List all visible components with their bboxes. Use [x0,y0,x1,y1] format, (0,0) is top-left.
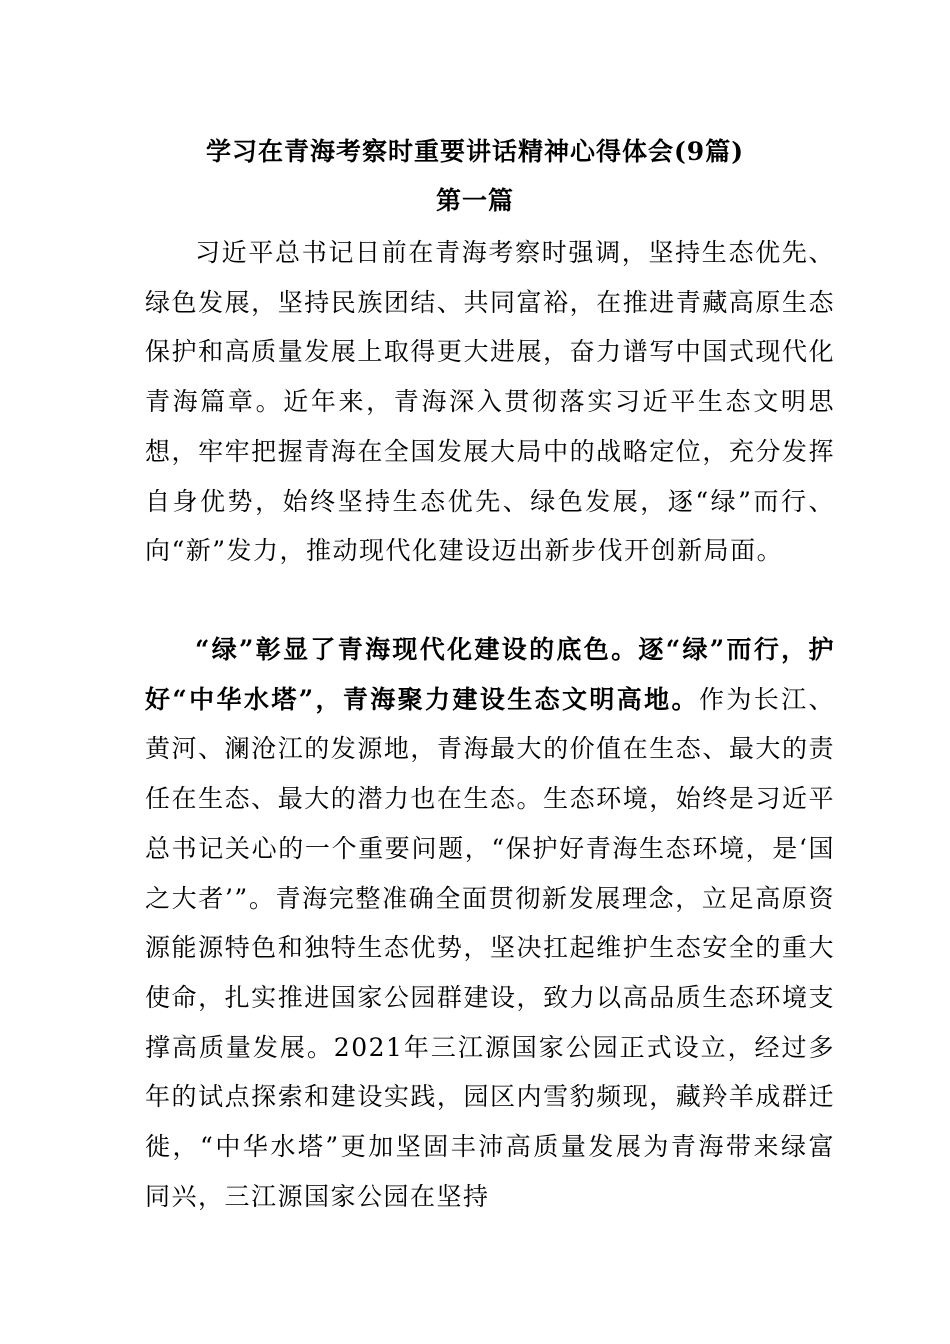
paragraph-1-text: 习近平总书记日前在青海考察时强调，坚持生态优先、绿色发展，坚持民族团结、共同富裕，在推进青藏高原生态保护和高质量发展上取得更大进展，奋力谱写中国式现代化青海篇章。近年来，青海深入贯彻落实习近平生态文明思想，牢牢把握青海在全国发展大局中的战略定位，充分发挥自身优势，始终坚持生态优先、绿色发展，逐“绿”而行、向“新”发力，推动现代化建设迈出新步伐开创新局面。 [145,238,835,566]
paragraph-2-text: 作为长江、黄河、澜沧江的发源地，青海最大的价值在生态、最大的责任在生态、最大的潜力也在生态。生态环境，始终是习近平总书记关心的一个重要问题，“保护好青海生态环境，是‘国之大者’”。青海完整准确全面贯彻新发展理念，立足高原资源能源特色和独特生态优势，坚决扛起维护生态安全的重大使命，扎实推进国家公园群建设，致力以高品质生态环境支撑高质量发展。2021年三江源国家公园正式设立，经过多年的试点探索和建设实践，园区内雪豹频现，藏羚羊成群迁徙，“中华水塔”更加坚固丰沛高质量发展为青海带来绿富同兴，三江源国家公园在坚持 [145,684,835,1211]
section-heading: 第一篇 [435,186,514,215]
paragraph-1 [145,228,835,576]
document-title: 学习在青海考察时重要讲话精神心得体会(9篇) [205,137,745,166]
paragraph-2-lead: “绿”彰显了青海现代化建设的底色。逐“绿”而行，护好“中华水塔”，青海聚力建设生态文明高地。 [145,635,835,714]
paragraph-2 [145,625,835,1221]
